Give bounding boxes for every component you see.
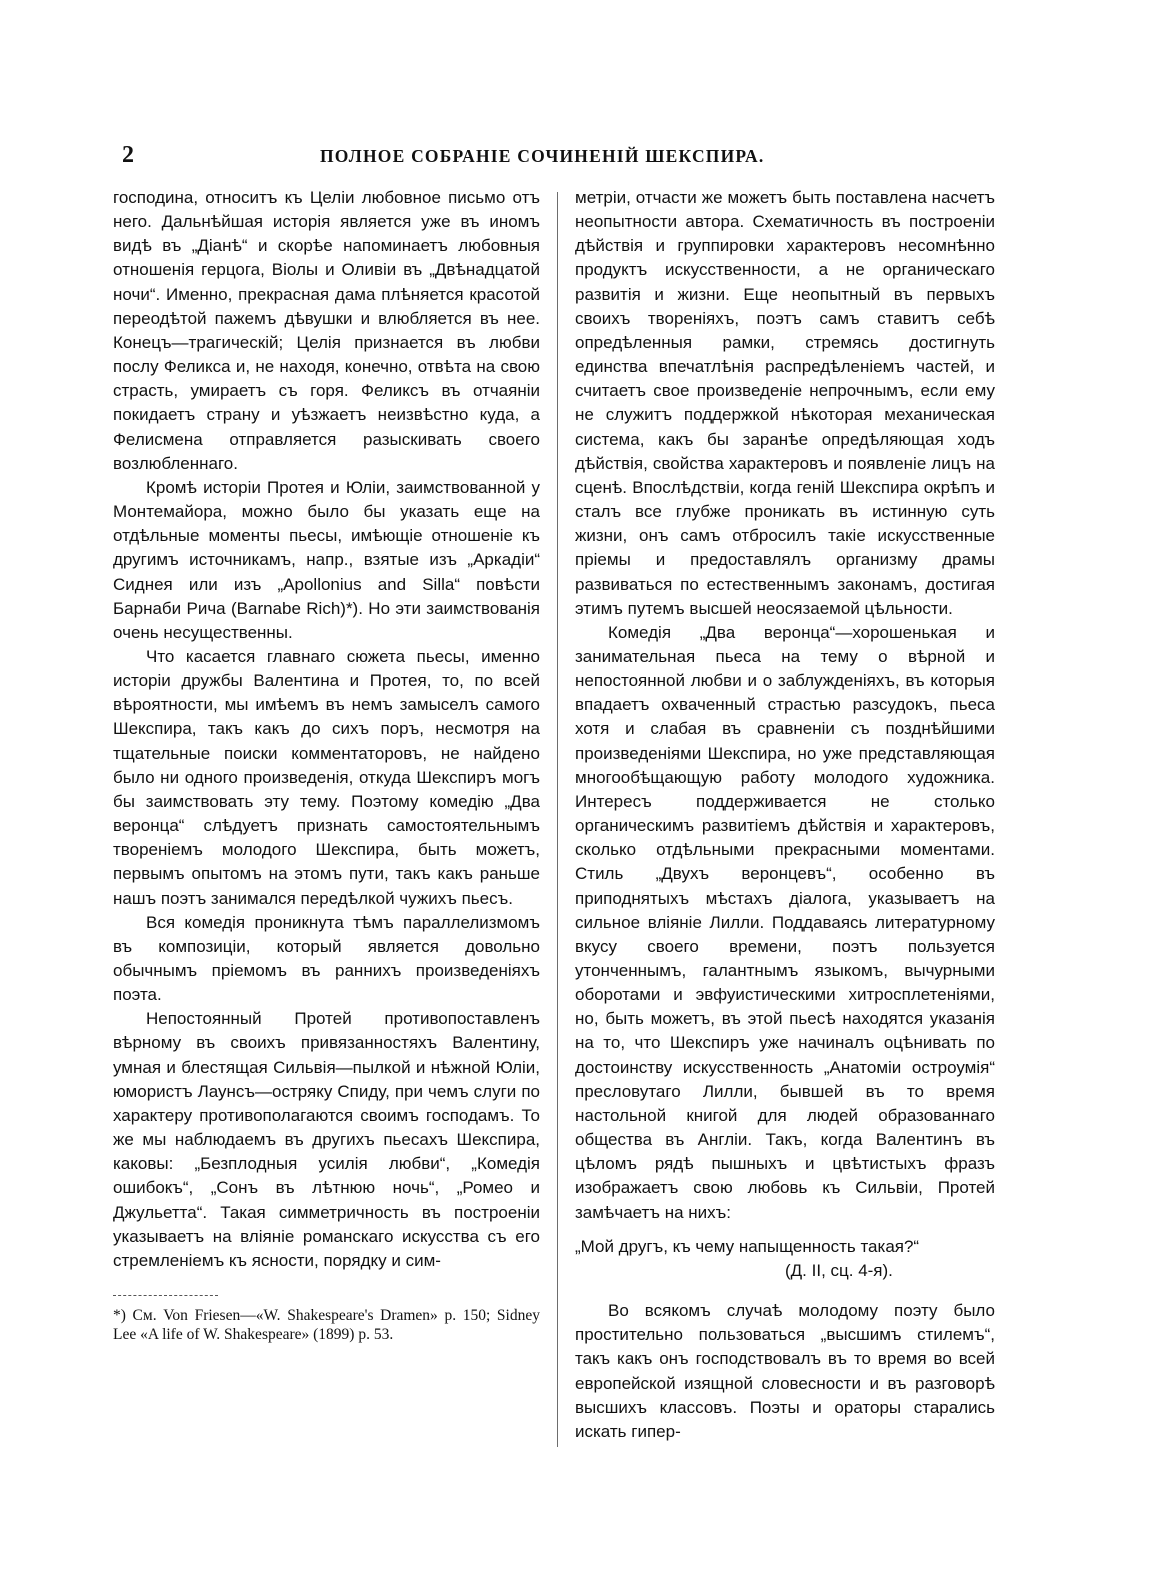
- verse-quote: [575, 1235, 995, 1283]
- right-column: [575, 186, 995, 1444]
- footnote: *) См. Von Friesen—«W. Shakespeare's Dramen» p. 150; Sidney Lee «A life of W. Shakespeare» (1899) p. 53.: [113, 1307, 540, 1344]
- quote-reference: (Д. II, сц. 4-я).: [785, 1260, 893, 1280]
- paragraph: метріи, отчасти же можетъ быть поставлена насчетъ неопытности автора. Схематичность въ построеніи дѣйствія и группировки характеровъ несомнѣнно продуктъ искусственности, а не органическаго развитія и жизни. Еще неопытный въ первыхъ своихъ твореніяхъ, поэтъ самъ ставитъ себѣ опредѣленныя рамки, стремясь достигнуть единства впечатлѣнія распредѣленіемъ частей, и считаетъ свое произведеніе непрочнымъ, если ему не служитъ поддержкой нѣкоторая механическая система, какъ бы заранѣе опредѣляющая ходъ дѣйствія, свойства характеровъ и появленіе лицъ на сценѣ. Впослѣдствіи, когда геній Шекспира окрѣпъ и сталъ все глубже проникать въ истинную суть жизни, онъ самъ отбросилъ такіе искусственные пріемы и предоставлялъ организму драмы развиваться по естественнымъ законамъ, достигая этимъ путемъ высшей неосязаемой цѣльности.: [575, 188, 995, 618]
- paragraph: Кромѣ исторіи Протея и Юліи, заимствованной у Монтемайора, можно было бы указать еще на отдѣльные моменты пьесы, имѣющіе отношеніе къ другимъ источникамъ, напр., взятые изъ „Аркадіи“ Сиднея или изъ „Apollonius and Silla“ повѣсти Барнаби Рича (Barnabe Rich)*). Но эти заимствованія очень несущественны.: [113, 477, 540, 642]
- page-header: [112, 138, 1042, 178]
- paragraph: Во всякомъ случаѣ молодому поэту было простительно пользоваться „высшимъ стилемъ“, такъ какъ онъ господствовалъ въ то время во всей европейской изящной словесности и въ разговорѣ высшихъ классовъ. Поэты и ораторы старались искать гипер-: [575, 1301, 995, 1441]
- paragraph: Вся комедія проникнута тѣмъ параллелизмомъ въ композиціи, который является довольно обычнымъ пріемомъ въ раннихъ произведеніяхъ поэта.: [113, 912, 540, 1005]
- column-divider: [557, 192, 558, 1447]
- paragraph: Комедія „Два веронца“—хорошенькая и занимательная пьеса на тему о вѣрной и непостоянной любви и о заблужденіяхъ, въ которыя впадаетъ охваченный страстью разсудокъ, пьеса хотя и слабая въ сравненіи съ позднѣйшими произведеніями Шекспира, но уже представляющая многообѣщающую работу молодого художника. Интересъ поддерживается не столько органическимъ развитіемъ дѣйствія и характеровъ, сколько отдѣльными прекрасными моментами. Стиль „Двухъ веронцевъ“, особенно въ приподнятыхъ мѣстахъ діалога, указываетъ на сильное вліяніе Лилли. Поддаваясь литературному вкусу своего времени, поэтъ пользуется утонченнымъ, галантнымъ языкомъ, вычурными оборотами и эвфуистическими хитросплетеніями, но, быть можетъ, въ этой пьесѣ находятся указанія на то, что Шекспиръ уже начиналъ оцѣнивать по достоинству искусственность „Анатоміи остроумія“ пресловутаго Лилли, бывшей въ то время настольной книгой для людей образованнаго общества въ Англіи. Такъ, когда Валентинъ въ цѣломъ рядѣ пышныхъ и цвѣтистыхъ фразъ изображаетъ свою любовь къ Сильвіи, Протей замѣчаетъ на нихъ:: [575, 622, 995, 1222]
- running-title: ПОЛНОЕ СОБРАНІЕ СОЧИНЕНІЙ ШЕКСПИРА.: [320, 146, 765, 166]
- footnote-separator: [113, 1295, 218, 1296]
- paragraph: господина, относитъ къ Целіи любовное письмо отъ него. Дальнѣйшая исторія является уже въ иномъ видѣ въ „Діанѣ“ и скорѣе напоминаетъ любовныя отношенія герцога, Віолы и Оливіи въ „Двѣнадцатой ночи“. Именно, прекрасная дама плѣняется красотой переодѣтой пажемъ дѣвушки и влюбляется въ нее. Конецъ—трагическій; Целія признается въ любви послу Феликса и, не находя, конечно, отвѣта на свою страсть, умираетъ съ горя. Феликсъ въ отчаяніи покидаетъ страну и уѣзжаетъ неизвѣстно куда, а Фелисмена отправляется разыскивать своего возлюбленнаго.: [113, 188, 540, 473]
- page-number: 2: [122, 142, 134, 168]
- paragraph: Непостоянный Протей противопоставленъ вѣрному въ своихъ привязанностяхъ Валентину, умная и блестящая Сильвія—пылкой и нѣжной Юліи, юмористъ Лаунсъ—остряку Спиду, при чемъ слуги по характеру противополагаются своимъ господамъ. То же мы наблюдаемъ въ другихъ пьесахъ Шекспира, каковы: „Безплодныя усилія любви“, „Комедія ошибокъ“, „Сонъ въ лѣтнюю ночь“, „Ромео и Джульетта“. Такая симметричность въ построеніи указываетъ на вліяніе романскаго искусства съ его стремленіемъ къ ясности, порядку и сим-: [113, 1009, 540, 1270]
- quote-line: „Мой другъ, къ чему напыщенность такая?“: [575, 1236, 920, 1256]
- left-column: [113, 186, 540, 1344]
- paragraph: Что касается главнаго сюжета пьесы, именно исторіи дружбы Валентина и Протея, то, по всей вѣроятности, мы имѣемъ въ немъ замыселъ самого Шекспира, такъ какъ до сихъ поръ, несмотря на тщательные поиски комментаторовъ, не найдено было ни одного произведенія, откуда Шекспиръ могъ бы заимствовать эту тему. Поэтому комедію „Два веронца“ слѣдуетъ признать самостоятельнымъ твореніемъ молодого Шекспира, быть можетъ, первымъ опытомъ на этомъ пути, такъ какъ раньше нашъ поэтъ занимался передѣлкой чужихъ пьесъ.: [113, 646, 540, 908]
